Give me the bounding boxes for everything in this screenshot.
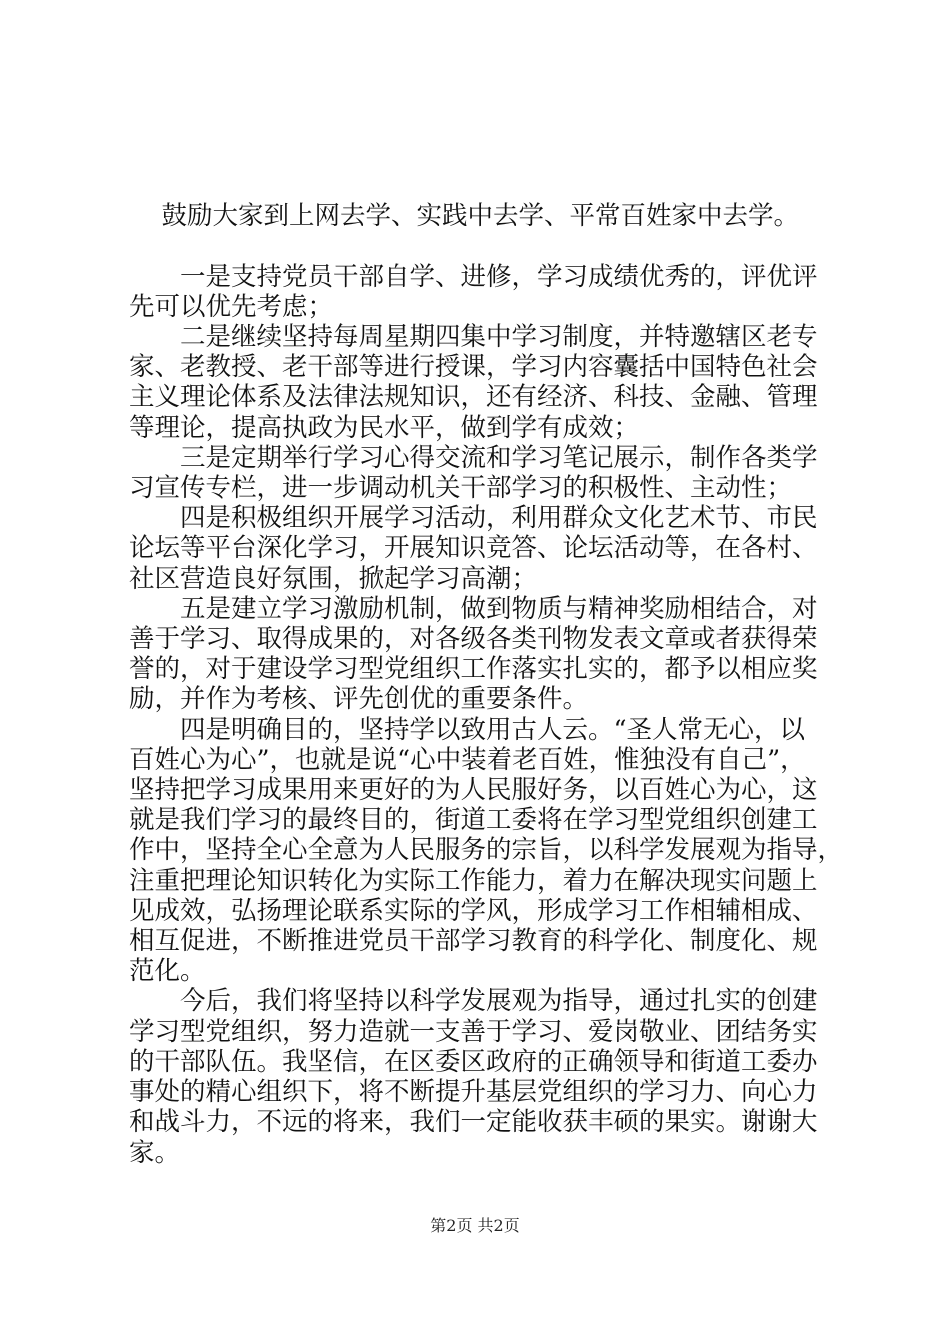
text-line: 二是继续坚持每周星期四集中学习制度，并特邀辖区老专 bbox=[129, 322, 818, 353]
paragraph-7 bbox=[129, 714, 844, 987]
paragraph-8 bbox=[129, 986, 829, 1167]
text-line: 家。 bbox=[129, 1137, 181, 1168]
text-line: 习宣传专栏，进一步调动机关干部学习的积极性、主动性； bbox=[129, 473, 793, 504]
text-line: 四是积极组织开展学习活动，利用群众文化艺术节、市民 bbox=[129, 503, 818, 534]
text-line: 事处的精心组织下，将不断提升基层党组织的学习力、向心力 bbox=[129, 1077, 818, 1108]
text-line: 四是明确目的，坚持学以致用古人云。“圣人常无心，以 bbox=[129, 714, 806, 745]
text-line: 论坛等平台深化学习，开展知识竞答、论坛活动等，在各村、 bbox=[129, 533, 818, 564]
text-line: 善于学习、取得成果的，对各级各类刊物发表文章或者获得荣 bbox=[129, 624, 818, 655]
text-line: 一是支持党员干部自学、进修，学习成绩优秀的，评优评 bbox=[129, 261, 818, 292]
text-line: 家、老教授、老干部等进行授课，学习内容囊括中国特色社会 bbox=[129, 352, 818, 383]
text-line: 见成效，弘扬理论联系实际的学风，形成学习工作相辅相成、 bbox=[129, 895, 818, 926]
text-line: 范化。 bbox=[129, 956, 206, 987]
text-line: 先可以优先考虑； bbox=[129, 291, 334, 322]
text-line: 百姓心为心”，也就是说“心中装着老百姓，惟独没有自己”， bbox=[129, 744, 806, 775]
text-line: 主义理论体系及法律法规知识，还有经济、科技、金融、管理 bbox=[129, 382, 818, 413]
paragraph-2 bbox=[129, 262, 829, 322]
text-line: 学习型党组织，努力造就一支善于学习、爱岗敬业、团结务实 bbox=[129, 1016, 818, 1047]
text-line: 作中，坚持全心全意为人民服务的宗旨，以科学发展观为指导， bbox=[129, 835, 844, 866]
page-footer bbox=[0, 1213, 950, 1236]
text-line: 相互促进，不断推进党员干部学习教育的科学化、制度化、规 bbox=[129, 926, 818, 957]
text-line: 和战斗力，不远的将来，我们一定能收获丰硕的果实。谢谢大 bbox=[129, 1107, 818, 1138]
text-line: 五是建立学习激励机制，做到物质与精神奖励相结合，对 bbox=[129, 593, 818, 624]
text-line: 三是定期举行学习心得交流和学习笔记展示，制作各类学 bbox=[129, 442, 818, 473]
paragraph-1 bbox=[129, 171, 829, 262]
text-line: 坚持把学习成果用来更好的为人民服好务，以百姓心为心，这 bbox=[129, 775, 818, 806]
text-line: 誉的，对于建设学习型党组织工作落实扎实的，都予以相应奖 bbox=[129, 654, 818, 685]
text-line: 励，并作为考核、评先创优的重要条件。 bbox=[129, 684, 589, 715]
text-line: 就是我们学习的最终目的，街道工委将在学习型党组织创建工 bbox=[129, 805, 818, 836]
paragraph-6 bbox=[129, 594, 829, 715]
paragraph-3 bbox=[129, 322, 829, 443]
page-number-label: 第2页 共2页 bbox=[430, 1216, 520, 1235]
text-line: 鼓励大家到上网去学、实践中去学、平常百姓家中去学。 bbox=[161, 201, 799, 232]
paragraph-5 bbox=[129, 503, 829, 594]
text-line: 等理论，提高执政为民水平，做到学有成效； bbox=[129, 412, 640, 443]
paragraph-4 bbox=[129, 443, 829, 503]
text-line: 社区营造良好氛围，掀起学习高潮； bbox=[129, 563, 538, 594]
text-line: 注重把理论知识转化为实际工作能力，着力在解决现实问题上 bbox=[129, 865, 818, 896]
document-body bbox=[129, 171, 844, 1168]
text-line: 今后，我们将坚持以科学发展观为指导，通过扎实的创建 bbox=[129, 986, 818, 1017]
text-line: 的干部队伍。我坚信，在区委区政府的正确领导和街道工委办 bbox=[129, 1046, 818, 1077]
